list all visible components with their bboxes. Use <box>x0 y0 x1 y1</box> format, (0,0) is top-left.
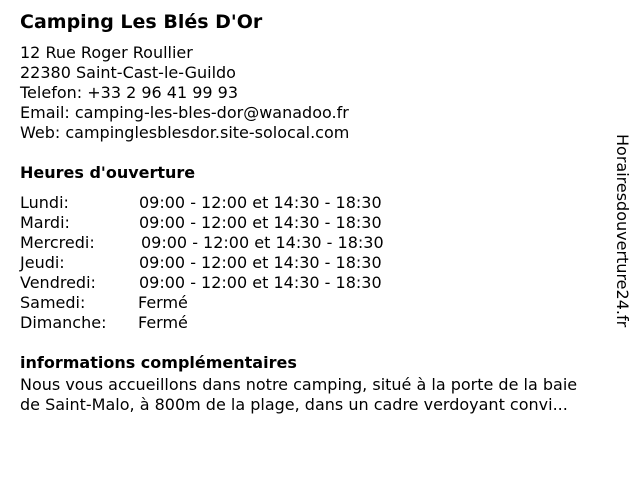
day-label: Dimanche: <box>20 313 107 332</box>
day-label: Vendredi: <box>20 273 96 292</box>
city-address: 22380 Saint-Cast-le-Guildo <box>20 63 236 82</box>
description-line: de Saint-Malo, à 800m de la plage, dans un cadre verdoyant convi... <box>20 395 568 414</box>
business-name: Camping Les Blés D'Or <box>20 11 263 33</box>
day-label: Lundi: <box>20 193 69 212</box>
street-address: 12 Rue Roger Roullier <box>20 43 193 62</box>
day-hours: 09:00 - 12:00 et 14:30 - 18:30 <box>139 273 382 292</box>
day-hours: 09:00 - 12:00 et 14:30 - 18:30 <box>139 253 382 272</box>
description-line: Nous vous accueillons dans notre camping, situé à la porte de la baie <box>20 375 578 394</box>
day-label: Jeudi: <box>20 253 65 272</box>
day-hours: Fermé <box>138 293 188 312</box>
day-label: Mardi: <box>20 213 70 232</box>
day-hours: 09:00 - 12:00 et 14:30 - 18:30 <box>139 213 382 232</box>
additional-info-heading: informations complémentaires <box>20 353 297 372</box>
phone-number: Telefon: +33 2 96 41 99 93 <box>20 83 239 102</box>
description-text <box>20 375 630 415</box>
site-watermark: Horairesdouverture24.fr <box>613 134 632 328</box>
opening-hours-heading: Heures d'ouverture <box>20 163 196 182</box>
day-label: Samedi: <box>20 293 86 312</box>
day-label: Mercredi: <box>20 233 95 252</box>
day-hours: 09:00 - 12:00 et 14:30 - 18:30 <box>141 233 384 252</box>
day-hours: 09:00 - 12:00 et 14:30 - 18:30 <box>139 193 382 212</box>
website: Web: campinglesblesdor.site-solocal.com <box>20 123 350 142</box>
day-hours: Fermé <box>138 313 188 332</box>
email-address: Email: camping-les-bles-dor@wanadoo.fr <box>20 103 349 122</box>
contact-block <box>20 43 349 143</box>
